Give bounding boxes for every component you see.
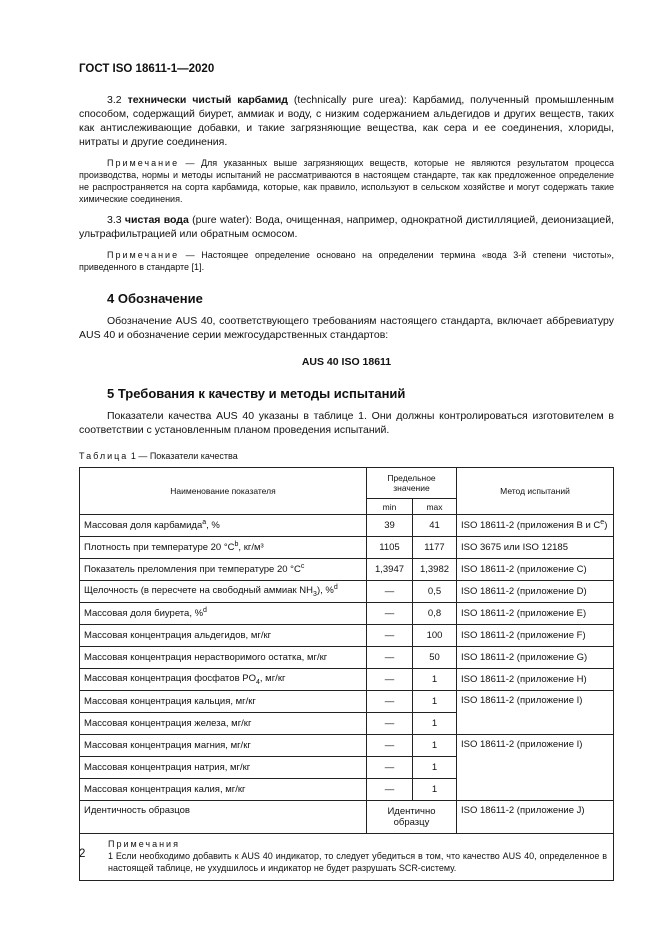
term: чистая вода xyxy=(124,214,189,226)
table-row: Идентичность образцов Идентично образцу ISO 18611-2 (приложение J) xyxy=(80,801,614,834)
designation: AUS 40 ISO 18611 xyxy=(301,356,392,368)
section-4-text: Обозначение AUS 40, соответствующего требованиям настоящего стандарта, включает аббревиатуру AUS 40 и обозначение серии межгосударственных стандартов: xyxy=(79,315,614,341)
table-row: Массовая доля биурета, %$^d$ — 0,8 ISO 18611-2 (приложение E) xyxy=(80,603,614,625)
col-header-name: Наименование показателя xyxy=(80,468,367,515)
definition-3-3: 3.3 чистая вода (pure water): Вода, очищенная, например, однократной дистилляцией, деионизацией, ультрафильтрацией или обратным осмосом. xyxy=(79,214,614,240)
section-5-title: 5 Требования к качеству и методы испытаний xyxy=(107,386,406,401)
col-header-method: Метод испытаний xyxy=(457,468,614,515)
section-4-title: 4 Обозначение xyxy=(107,291,203,306)
note-3-2: Примечание — Для указанных выше загрязняющих веществ, которые не являются результатом процесса производства, нормы и методы испытаний не рассматриваются в настоящем стандарте, так как предложенное определение не распространяется на сорта карбамида, которые, как правило, используют в сельском хозяйстве и могут содержать такие химические соединения. xyxy=(79,158,614,204)
table-row: Показатель преломления при температуре 20 $^\circ C^c$ 1,3947 1,3982 ISO 18611-2 (приложение C) xyxy=(80,559,614,581)
quality-table xyxy=(79,467,614,881)
note-3-3: Примечание — Настоящее определение основано на определении термина «вода 3-й степени чистоты», приведенного в стандарте [1]. xyxy=(79,250,614,272)
table-row: Массовая концентрация фосфатов $PO_4$, мг/кг — 1 ISO 18611-2 (приложение H) xyxy=(80,669,614,691)
table-row: Плотность при температуре 20 $^\circ C^b$, кг/м³ 1105 1177 ISO 3675 или ISO 12185 xyxy=(80,537,614,559)
table-caption: Таблица 1 — Показатели качества xyxy=(79,451,238,461)
table-row: Массовая концентрация магния, мг/кг — 1 ISO 18611-2 (приложение I) xyxy=(80,735,614,757)
table-row: Массовая концентрация кальция, мг/кг — 1 ISO 18611-2 (приложение I) xyxy=(80,691,614,713)
term: технически чистый карбамид xyxy=(127,94,288,106)
table-row: Массовая концентрация калия, мг/кг — 1 xyxy=(80,779,614,801)
section-5-text: Показатели качества AUS 40 указаны в таблице 1. Они должны контролироваться изготовителем в соответствии с установленным планом проведения испытаний. xyxy=(79,410,614,436)
col-header-limit: Предельное значение xyxy=(367,468,457,499)
page-number: 2 xyxy=(79,848,86,860)
document-header: ГОСТ ISO 18611-1—2020 xyxy=(79,63,215,75)
table-notes: Примечания 1 Если необходимо добавить к AUS 40 индикатор, то следует убедиться в том, что качество AUS 40, определенное в настоящей таблице, не ухудшилось и индикатор не будет разрушать SCR-систему. xyxy=(80,834,614,881)
table-row: Массовая концентрация нерастворимого остатка, мг/кг — 50 ISO 18611-2 (приложение G) xyxy=(80,647,614,669)
page-content xyxy=(79,93,614,881)
col-header-min: min xyxy=(367,499,413,515)
table-row: Массовая концентрация железа, мг/кг — 1 xyxy=(80,713,614,735)
definition-3-2: 3.2 технически чистый карбамид (technically pure urea): Карбамид, полученный промышленным способом, содержащий биурет, аммиак и воду, с низким содержанием альдегидов и других веществ, таких как антислеживающие добавки, и такие загрязняющие вещества, как сера и ее соединения, хлориды, нитраты и другие соединения. xyxy=(79,94,614,148)
col-header-max: max xyxy=(413,499,457,515)
table-row: Массовая концентрация натрия, мг/кг — 1 xyxy=(80,757,614,779)
table-row: Массовая концентрация альдегидов, мг/кг — 100 ISO 18611-2 (приложение F) xyxy=(80,625,614,647)
table-row: Щелочность (в пересчете на свободный аммиак $NH_3$), %$^d$ — 0,5 ISO 18611-2 (приложение D) xyxy=(80,581,614,603)
table-row: Массовая доля карбамида$^a$, % 39 41 ISO 18611-2 (приложения B и Ce) xyxy=(80,515,614,537)
